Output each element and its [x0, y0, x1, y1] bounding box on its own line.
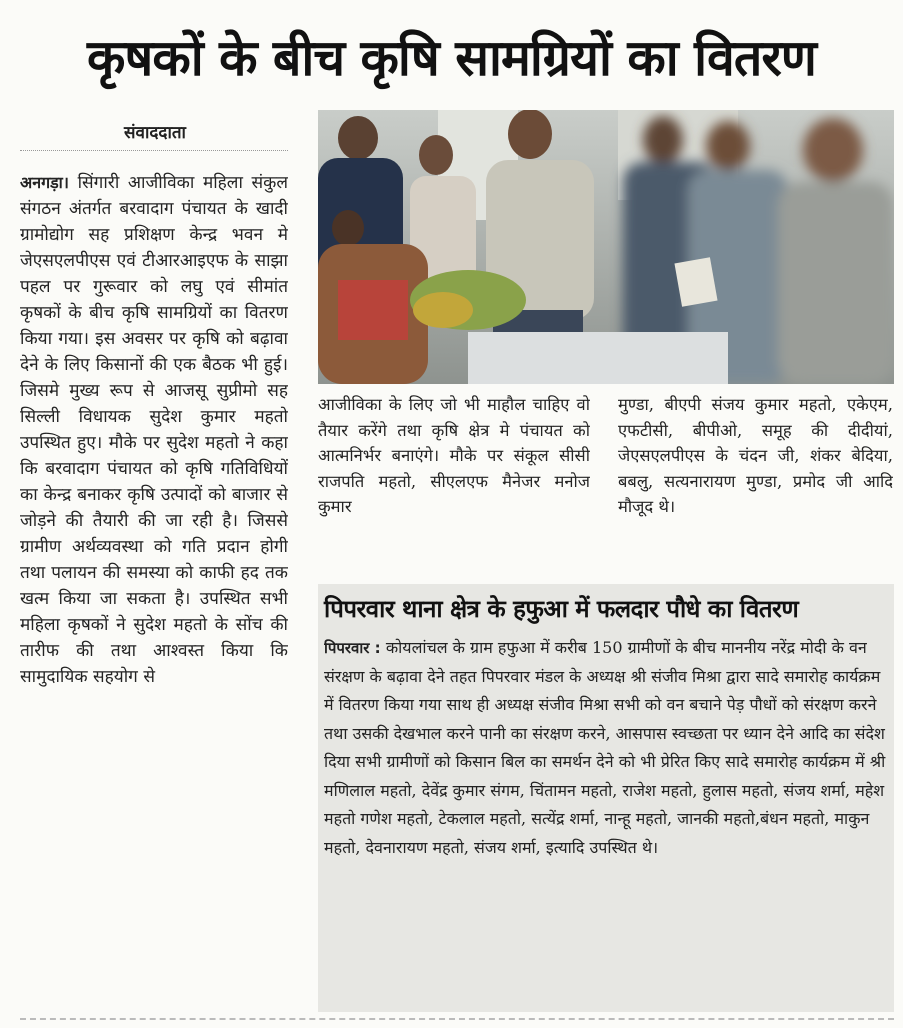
photo-illustration [318, 110, 894, 384]
article-dateline: अनगड़ा। [20, 173, 78, 192]
article-column-left [20, 170, 288, 1010]
sidebar-headline: पिपरवार थाना क्षेत्र के हफुआ में फलदार पौधे का वितरण [324, 595, 799, 623]
byline: संवाददाता [124, 123, 186, 143]
article-column-middle: आजीविका के लिए जो भी माहौल चाहिए वो तैयार करेंगे तथा कृषि क्षेत्र मे पंचायत को आत्मनिर्भर बनाएंगे। मौके पर संकूल सीसी राजपति महतो, सीएलएफ मैनेजर मनोज कुमार [318, 395, 590, 517]
byline-divider [20, 150, 288, 151]
sidebar-news-box [318, 584, 894, 1012]
article-text-left: सिंगारी आजीविका महिला संकुल संगठन अंतर्गत बरवादाग पंचायत के खादी ग्रामोद्योग सह प्रशिक्षण केन्द्र भवन मे जेएसएलपीएस एवं टीआरआइएफ के साझा पहल पर गुरूवार को लघु एवं सीमांत कृषकों के बीच कृषि सामग्रियों का वितरण किया गया। इस अवसर पर कृषि को बढ़ावा देने के लिए किसानों की एक बैठक भी हुई। जिसमे मुख्य रूप से आजसू सुप्रीमो सह सिल्ली विधायक सुदेश कुमार महतो उपस्थित हुए। मौके पर सुदेश महतो ने कहा कि बरवादाग पंचायत को कृषि गतिविधियों का केन्द्र बनाकर कृषि उत्पादों को बाजार से जोड़ने की तैयारी की जा रही है। जिससे ग्रामीण अर्थव्यवस्था को गति प्रदान होगी तथा पलायन की समस्या को काफी हद तक खत्म किया जा सकता है। उपस्थित सभी महिला कृषकों ने सुदेश महतो के सोंच की तारीफ की तथा आश्वस्त किया कि सामुदायिक सहयोग से [20, 173, 288, 687]
article-photo [318, 110, 894, 384]
headline: कृषकों के बीच कृषि सामग्रियों का वितरण [87, 29, 816, 87]
page-bottom-divider [20, 1018, 894, 1020]
sidebar-text: कोयलांचल के ग्राम हफुआ में करीब 150 ग्रामीणों के बीच माननीय नरेंद्र मोदी के वन संरक्षण के बढ़ावा देने तहत पिपरवार मंडल के अध्यक्ष श्री संजीव मिश्रा द्वारा सादे समारोह कार्यक्रम में वितरण किया गया साथ ही अध्यक्ष संजीव मिश्रा सभी को वन बचाने पेड़ पौधों को संरक्षण करने तथा उसकी देखभाल करने पानी का संरक्षण करने, आसपास स्वच्छता पर ध्यान देने आदि का संदेश दिया सभी ग्रामीणों को किसान बिल का समर्थन देने को भी प्रेरित किए सादे समारोह कार्यक्रम में श्री मणिलाल महतो, देवेंद्र कुमार संगम, चिंतामन महतो, राजेश महतो, हुलास महतो, संजय शर्मा, महेश महतो गणेश महतो, टेकलाल महतो, सत्येंद्र शर्मा, नान्हू महतो, जानकी महतो,बंधन महतो, माकुन महतो, देवनारायण महतो, संजय शर्मा, इत्यादि उपस्थित थे। [324, 638, 886, 857]
article-column-right: मुण्डा, बीएपी संजय कुमार महतो, एकेएम, एफटीसी, बीपीओ, समूह की दीदीयां, जेएसएलपीएस के चंदन जी, शंकर बेदिया, बबलु, सत्यनारायण मुण्डा, प्रमोद जी आदि मौजूद थे। [618, 395, 893, 517]
sidebar-body [324, 634, 888, 1006]
sidebar-dateline: पिपरवार : [324, 639, 386, 657]
